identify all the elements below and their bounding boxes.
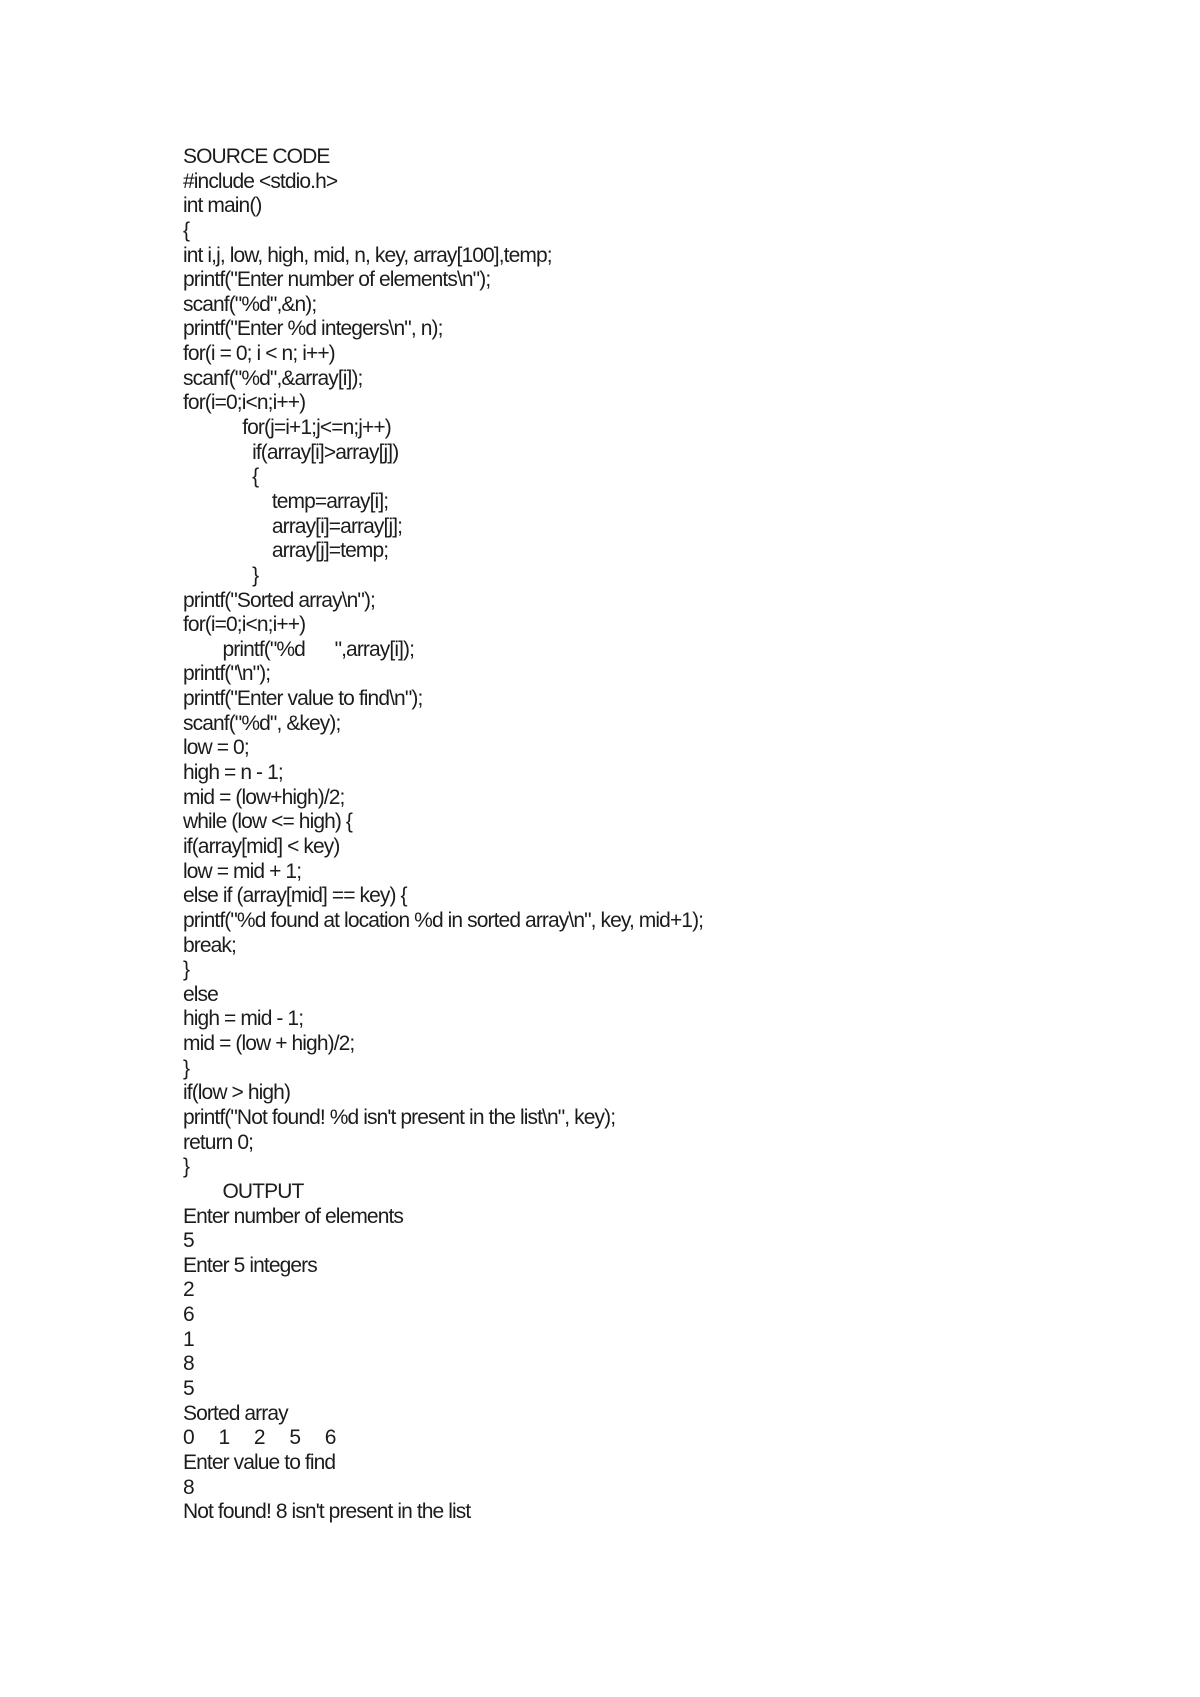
code-line: high = n - 1; <box>183 761 283 785</box>
code-line: array[i]=array[j]; <box>183 514 403 538</box>
output-line: Not found! 8 isn't present in the list <box>183 1500 471 1524</box>
code-line: break; <box>183 933 236 957</box>
code-line: for(i=0;i<n;i++) <box>183 391 306 415</box>
code-line: #include <stdio.h> <box>183 169 338 193</box>
output-line: 6 <box>183 1303 194 1327</box>
code-line: } <box>183 563 259 587</box>
code-line: { <box>183 465 259 489</box>
code-line: } <box>183 958 190 982</box>
code-line: if(low > high) <box>183 1081 291 1105</box>
section-heading-output: OUTPUT <box>183 1179 304 1203</box>
code-line: return 0; <box>183 1130 254 1154</box>
output-line: 5 <box>183 1229 194 1253</box>
document-body <box>183 145 1143 1525</box>
code-line: else if (array[mid] == key) { <box>183 884 407 908</box>
code-line: printf("Sorted array\n"); <box>183 588 375 612</box>
output-line: Enter 5 integers <box>183 1253 317 1277</box>
code-line: else <box>183 982 218 1006</box>
code-line: printf("Not found! %d isn't present in the list\n", key); <box>183 1105 616 1129</box>
code-line: int i,j, low, high, mid, n, key, array[100],temp; <box>183 243 552 267</box>
output-line: 1 <box>183 1327 194 1351</box>
code-line: for(i = 0; i < n; i++) <box>183 342 335 366</box>
code-line: for(j=i+1;j<=n;j++) <box>183 416 391 440</box>
code-line: scanf("%d", &key); <box>183 711 341 735</box>
code-line: printf("Enter %d integers\n", n); <box>183 317 443 341</box>
output-line: 8 <box>183 1475 194 1499</box>
code-line: if(array[mid] < key) <box>183 834 340 858</box>
section-heading-source-code: SOURCE CODE <box>183 145 330 168</box>
output-line: 0 1 2 5 6 <box>183 1426 336 1450</box>
code-line: printf("Enter number of elements\n"); <box>183 268 491 292</box>
output-line: 5 <box>183 1377 194 1401</box>
code-line: if(array[i]>array[j]) <box>183 440 399 464</box>
code-line: low = 0; <box>183 736 249 760</box>
code-line: } <box>183 1056 190 1080</box>
output-line: Sorted array <box>183 1401 288 1425</box>
code-line: printf("Enter value to find\n"); <box>183 687 423 711</box>
code-line: printf("%d found at location %d in sorted array\n", key, mid+1); <box>183 908 704 932</box>
code-line: int main() <box>183 194 262 218</box>
code-line: temp=array[i]; <box>183 489 389 513</box>
output-line: 8 <box>183 1352 194 1376</box>
code-line: array[j]=temp; <box>183 539 389 563</box>
code-line: scanf("%d",&array[i]); <box>183 366 363 390</box>
code-line: printf("\n"); <box>183 662 271 686</box>
output-line: Enter value to find <box>183 1450 336 1474</box>
code-line: { <box>183 218 190 242</box>
output-line: 2 <box>183 1278 194 1302</box>
code-line: for(i=0;i<n;i++) <box>183 613 306 637</box>
code-line: mid = (low + high)/2; <box>183 1032 355 1056</box>
output-line: Enter number of elements <box>183 1204 404 1228</box>
code-line: while (low <= high) { <box>183 810 353 834</box>
code-line: high = mid - 1; <box>183 1007 304 1031</box>
code-line: } <box>183 1155 190 1179</box>
code-line: printf("%d ",array[i]); <box>183 637 415 661</box>
code-line: scanf("%d",&n); <box>183 292 317 316</box>
code-line: low = mid + 1; <box>183 859 302 883</box>
code-line: mid = (low+high)/2; <box>183 785 345 809</box>
